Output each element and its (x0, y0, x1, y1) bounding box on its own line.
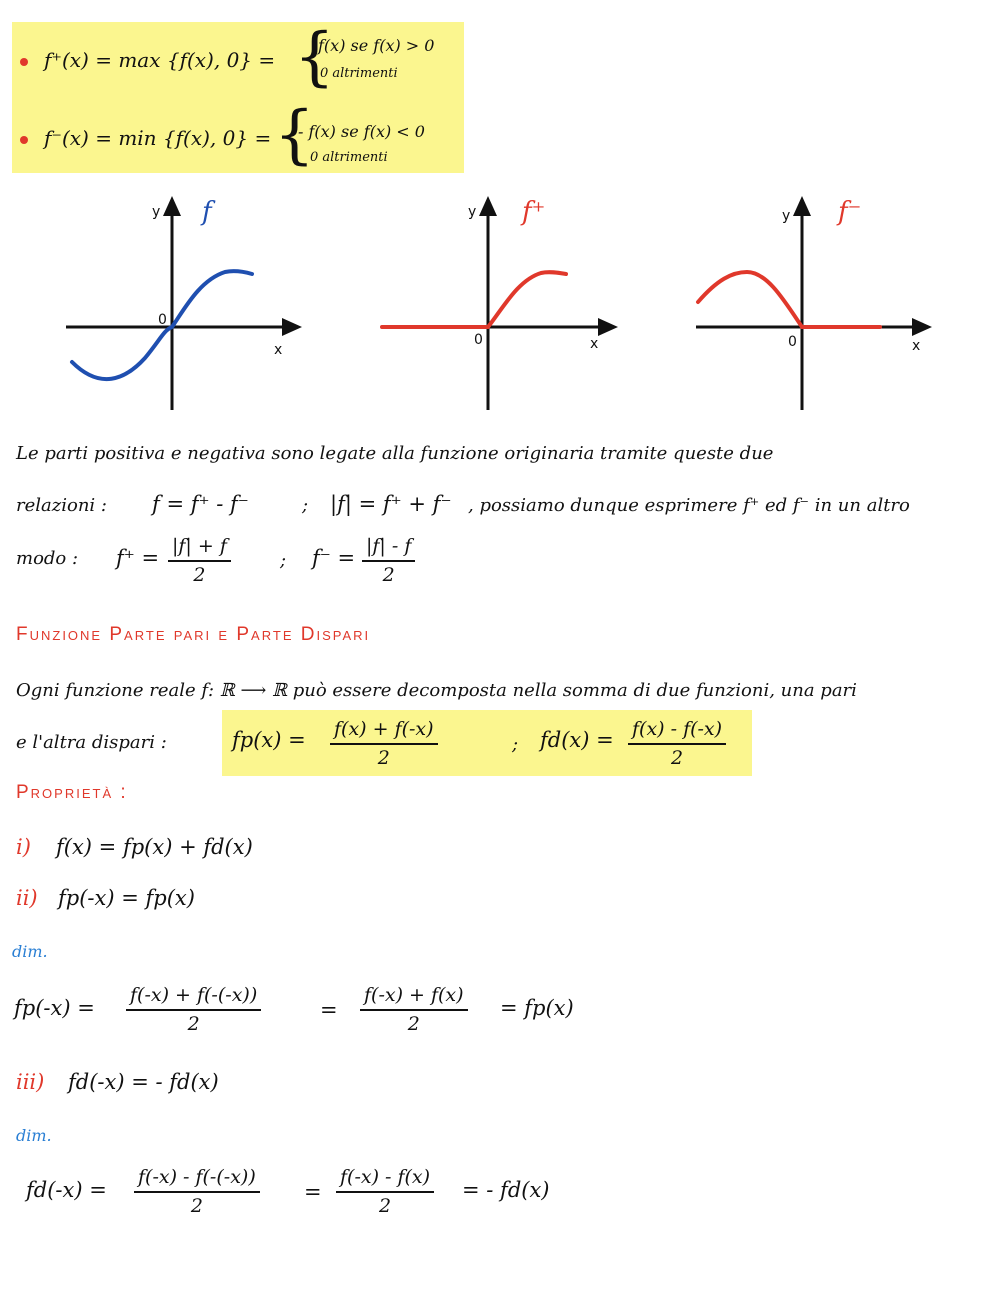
axis-y-label: y (782, 208, 791, 224)
even-part-fraction (330, 718, 438, 769)
proof-label-1: dim. (12, 942, 48, 961)
text-line-2-end: , possiamo dunque esprimere f⁺ ed f⁻ in un altro (468, 495, 910, 516)
fplus-formula-lhs: f⁺ = (116, 546, 160, 570)
property-1-expression: f(x) = fp(x) + fd(x) (56, 835, 253, 859)
text-line-1: Le parti positiva e negativa sono legate alla funzione originaria tramite queste due (16, 443, 774, 464)
origin-label: 0 (788, 334, 797, 350)
axis-x-label: x (590, 336, 599, 352)
fraction-numerator: |f| + f (168, 535, 231, 562)
proof-2-fraction-2 (336, 1166, 434, 1217)
graph-fminus (692, 190, 942, 415)
fraction-denominator: 2 (190, 1195, 203, 1217)
fraction-denominator: 2 (382, 564, 395, 586)
fplus-fraction (168, 535, 231, 586)
proof-1-fraction-1 (126, 984, 261, 1035)
curve-fminus (698, 272, 880, 327)
equals-sign: = (320, 998, 338, 1022)
fraction-denominator: 2 (378, 1195, 392, 1217)
fminus-case-otherwise: 0 altrimenti (310, 150, 388, 165)
fminus-formula-lhs: f⁻ = (312, 546, 356, 570)
proof-2-rhs: = - fd(x) (462, 1178, 550, 1202)
fminus-fraction (362, 535, 415, 586)
section-intro-line-2: e l'altra dispari : (16, 732, 167, 753)
proof-2-lhs: fd(-x) = (26, 1178, 107, 1202)
fplus-brace: { (294, 20, 335, 94)
origin-label: 0 (474, 332, 483, 348)
relation-absolute: |f| = f⁺ + f⁻ (330, 492, 452, 516)
proof-1-fraction-2 (360, 984, 468, 1035)
separator: ; (512, 734, 519, 755)
equals-sign: = (304, 1180, 322, 1204)
fraction-numerator: |f| - f (362, 535, 415, 562)
function-label-f: f (202, 197, 212, 227)
fraction-numerator: f(-x) - f(x) (336, 1166, 434, 1193)
axis-y-label: y (152, 204, 161, 220)
curve-fplus (382, 272, 566, 327)
fraction-denominator: 2 (193, 564, 206, 586)
fminus-definition: f⁻(x) = min {f(x), 0} = (44, 126, 272, 150)
fraction-denominator: 2 (377, 747, 390, 769)
separator: ; (302, 495, 309, 516)
graph-fplus (378, 190, 628, 415)
section-intro-line-1: Ogni funzione reale f: ℝ ⟶ ℝ può essere decomposta nella somma di due funzioni, una pari (16, 680, 857, 701)
function-label-fminus: f⁻ (838, 197, 862, 227)
fplus-definition: f⁺(x) = max {f(x), 0} = (44, 48, 276, 72)
axis-x-label: x (912, 338, 921, 354)
function-label-fplus: f⁺ (522, 197, 546, 227)
property-3-expression: fd(-x) = - fd(x) (68, 1070, 219, 1094)
properties-title: Proprietà : (16, 782, 128, 803)
property-1-label: i) (16, 835, 31, 859)
fminus-case-negative: - f(x) se f(x) < 0 (298, 122, 425, 141)
section-title: Funzione Parte pari e Parte Dispari (16, 624, 371, 645)
fraction-denominator: 2 (187, 1013, 200, 1035)
bullet-fminus (20, 136, 28, 144)
fraction-numerator: f(x) + f(-x) (330, 718, 438, 745)
property-2-expression: fp(-x) = fp(x) (58, 886, 195, 910)
fraction-numerator: f(-x) + f(x) (360, 984, 468, 1011)
odd-part-lhs: fd(x) = (540, 728, 614, 752)
origin-label: 0 (158, 312, 167, 328)
fraction-denominator: 2 (407, 1013, 420, 1035)
proof-1-rhs: = fp(x) (500, 996, 574, 1020)
proof-2-fraction-1 (134, 1166, 260, 1217)
graph-f (60, 190, 310, 415)
property-3-label: iii) (16, 1070, 45, 1094)
fraction-numerator: f(-x) + f(-(-x)) (126, 984, 261, 1011)
fraction-denominator: 2 (670, 747, 684, 769)
proof-1-lhs: fp(-x) = (14, 996, 95, 1020)
relation-difference: f = f⁺ - f⁻ (152, 492, 249, 516)
odd-part-fraction (628, 718, 726, 769)
text-line-3-start: modo : (16, 548, 79, 569)
separator: ; (280, 550, 287, 571)
text-line-2-start: relazioni : (16, 495, 107, 516)
property-2-label: ii) (16, 886, 38, 910)
axis-y-label: y (468, 204, 477, 220)
fraction-numerator: f(-x) - f(-(-x)) (134, 1166, 260, 1193)
fraction-numerator: f(x) - f(-x) (628, 718, 726, 745)
even-part-lhs: fp(x) = (232, 728, 306, 752)
axis-x-label: x (274, 342, 283, 358)
fminus-brace: { (274, 98, 315, 172)
bullet-fplus (20, 58, 28, 66)
fplus-case-otherwise: 0 altrimenti (320, 66, 398, 81)
proof-label-2: dim. (16, 1126, 52, 1145)
fplus-case-positive: f(x) se f(x) > 0 (318, 36, 435, 55)
